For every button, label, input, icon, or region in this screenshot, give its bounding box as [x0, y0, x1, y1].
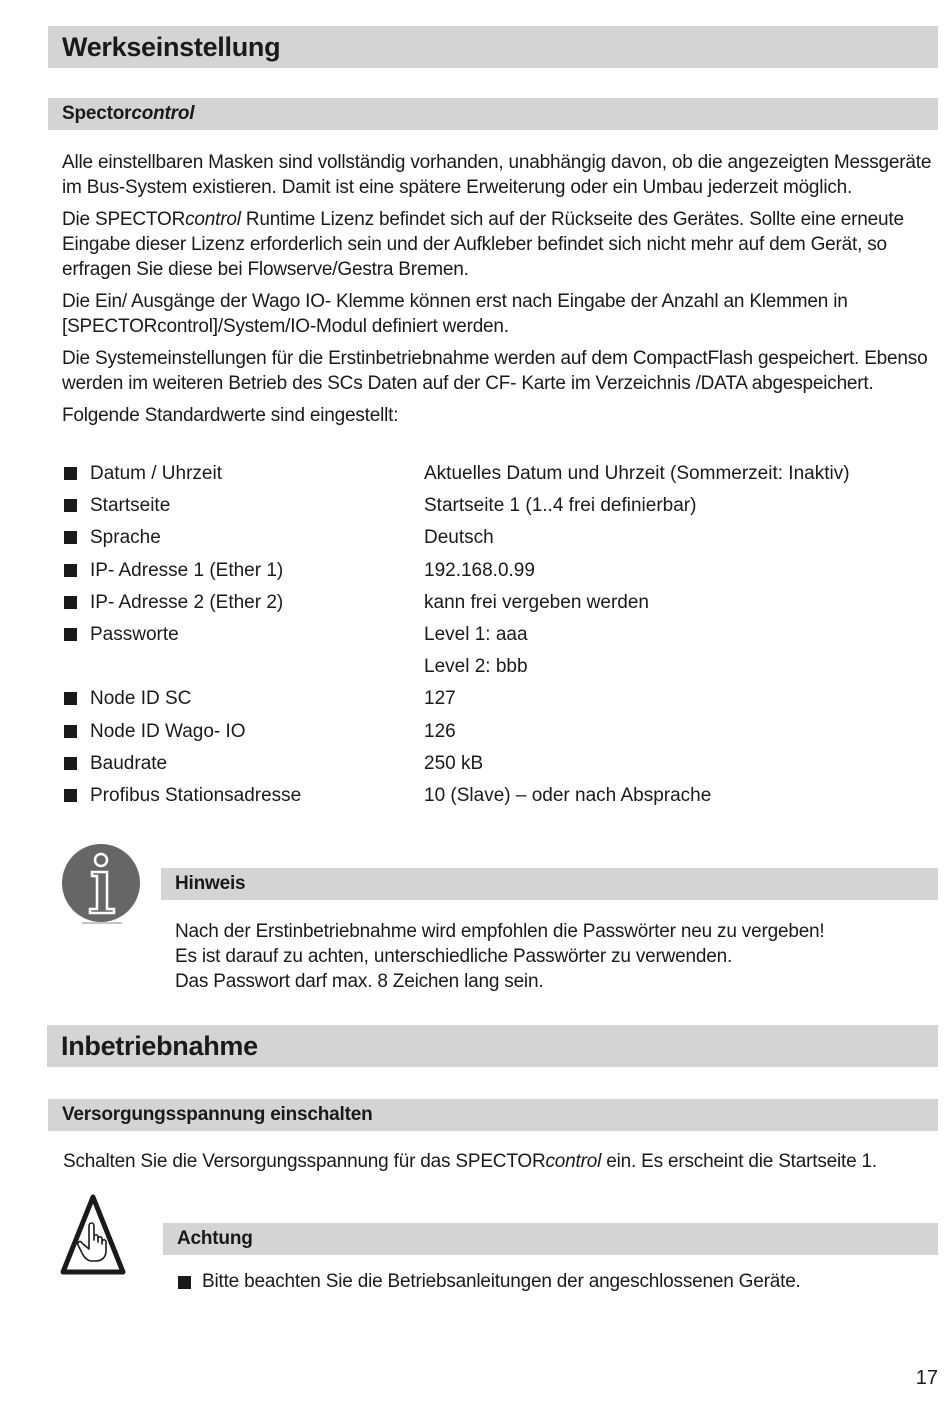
item-label: Datum / Uhrzeit — [90, 463, 222, 484]
bullet-square-icon — [64, 467, 77, 480]
bullet-square-icon — [64, 692, 77, 705]
subsection-title-versorgung: Versorgungsspannung einschalten — [48, 1099, 938, 1131]
list-item — [62, 620, 922, 652]
paragraph-4: Die Systemeinstellungen für die Erstinbetriebnahme werden auf dem CompactFlash gespeichert. Ebenso werden im weiteren Betrieb des SCs Daten auf der CF- Karte im Verzeichnis /DATA abgespeichert. — [62, 348, 928, 394]
item-value: Level 2: bbb — [424, 656, 528, 678]
item-label: Profibus Stationsadresse — [90, 784, 302, 806]
intro-text — [62, 150, 932, 435]
hinweis-line-1: Nach der Erstinbetriebnahme wird empfohlen die Passwörter neu zu vergeben! — [175, 921, 825, 942]
info-icon — [60, 843, 142, 925]
list-item — [62, 749, 922, 781]
list-item — [62, 781, 922, 813]
bullet-square-icon — [64, 596, 77, 609]
item-label: IP- Adresse 1 (Ether 1) — [90, 559, 284, 581]
list-item — [62, 652, 922, 684]
subsection-title-spectorcontrol — [48, 98, 938, 130]
item-label: IP- Adresse 2 (Ether 2) — [90, 591, 284, 613]
para-italic: control — [545, 1151, 602, 1172]
para2-italic: control — [185, 209, 241, 230]
para-part-b: ein. Es erscheint die Startseite 1. — [601, 1151, 877, 1172]
note-title-hinweis: Hinweis — [161, 868, 938, 900]
list-item — [62, 556, 922, 588]
paragraph-2 — [62, 207, 932, 282]
defaults-list — [62, 459, 922, 813]
item-value: Deutsch — [424, 527, 494, 549]
item-label: Node ID Wago- IO — [90, 720, 246, 742]
section-title-inbetriebnahme: Inbetriebnahme — [47, 1025, 938, 1067]
bullet-square-icon — [64, 789, 77, 802]
hinweis-line-2: Es ist darauf zu achten, unterschiedliche Passwörter zu verwenden. — [175, 946, 733, 967]
para2-part-a: Die SPECTOR — [62, 209, 186, 230]
list-item — [62, 523, 922, 555]
subtitle-italic: control — [131, 103, 195, 124]
item-value: 250 kB — [424, 752, 484, 774]
warning-hand-icon — [60, 1193, 126, 1275]
paragraph-1: Alle einstellbaren Masken sind vollständig vorhanden, unabhängig davon, ob die angezeigten Messgeräte im Bus-System existieren. Damit ist eine spätere Erweiterung oder ein Umbau jederzeit möglich. — [62, 152, 932, 198]
item-label: Passworte — [90, 623, 179, 645]
bullet-square-icon — [178, 1276, 191, 1289]
item-value: 127 — [424, 688, 456, 710]
inbetriebnahme-text — [63, 1149, 933, 1181]
paragraph-einschalten — [63, 1149, 933, 1174]
list-item — [62, 491, 922, 523]
item-value: Level 1: aaa — [424, 623, 528, 645]
list-item — [62, 588, 922, 620]
bullet-square-icon — [64, 531, 77, 544]
paragraph-3: Die Ein/ Ausgänge der Wago IO- Klemme können erst nach Eingabe der Anzahl an Klemmen in [SPECTORcontrol]/System/IO-Modul definiert werden. — [62, 291, 848, 337]
para-part-a: Schalten Sie die Versorgungsspannung für das SPECTOR — [63, 1151, 546, 1172]
item-label: Baudrate — [90, 752, 168, 774]
list-item — [62, 717, 922, 749]
achtung-text: Bitte beachten Sie die Betriebsanleitungen der angeschlossenen Geräte. — [202, 1271, 801, 1292]
para2-part-b: Runtime Lizenz befindet sich auf der Rückseite des Gerätes. Sollte eine erneute Eingabe dieser Lizenz erforderlich sein und der Aufkleber befindet sich nicht mehr auf dem Gerät, so erfragen Sie diese bei Flowserve/Gestra Bremen. — [62, 209, 904, 280]
bullet-square-icon — [64, 757, 77, 770]
bullet-square-icon — [64, 564, 77, 577]
item-value: 10 (Slave) – oder nach Absprache — [424, 784, 712, 806]
item-label: Startseite — [90, 495, 171, 517]
item-value: Aktuelles Datum und Uhrzeit (Sommerzeit: Inaktiv) — [424, 463, 850, 484]
item-value: 126 — [424, 720, 456, 742]
page-number: 17 — [915, 1367, 938, 1389]
subtitle-plain: Spector — [62, 103, 132, 124]
hinweis-text — [175, 919, 935, 994]
bullet-square-icon — [64, 628, 77, 641]
list-item — [62, 459, 922, 491]
section-title-werkseinstellung: Werkseinstellung — [48, 26, 938, 68]
item-value: kann frei vergeben werden — [424, 591, 649, 613]
list-item — [62, 684, 922, 716]
item-label: Node ID SC — [90, 688, 192, 710]
item-value: 192.168.0.99 — [424, 559, 535, 581]
item-value: Startseite 1 (1..4 frei definierbar) — [424, 495, 697, 517]
note-title-achtung: Achtung — [163, 1223, 938, 1255]
paragraph-5: Folgende Standardwerte sind eingestellt: — [62, 405, 399, 426]
item-label: Sprache — [90, 527, 161, 549]
bullet-square-icon — [64, 499, 77, 512]
bullet-square-icon — [64, 725, 77, 738]
hinweis-line-3: Das Passwort darf max. 8 Zeichen lang sein. — [175, 971, 544, 992]
